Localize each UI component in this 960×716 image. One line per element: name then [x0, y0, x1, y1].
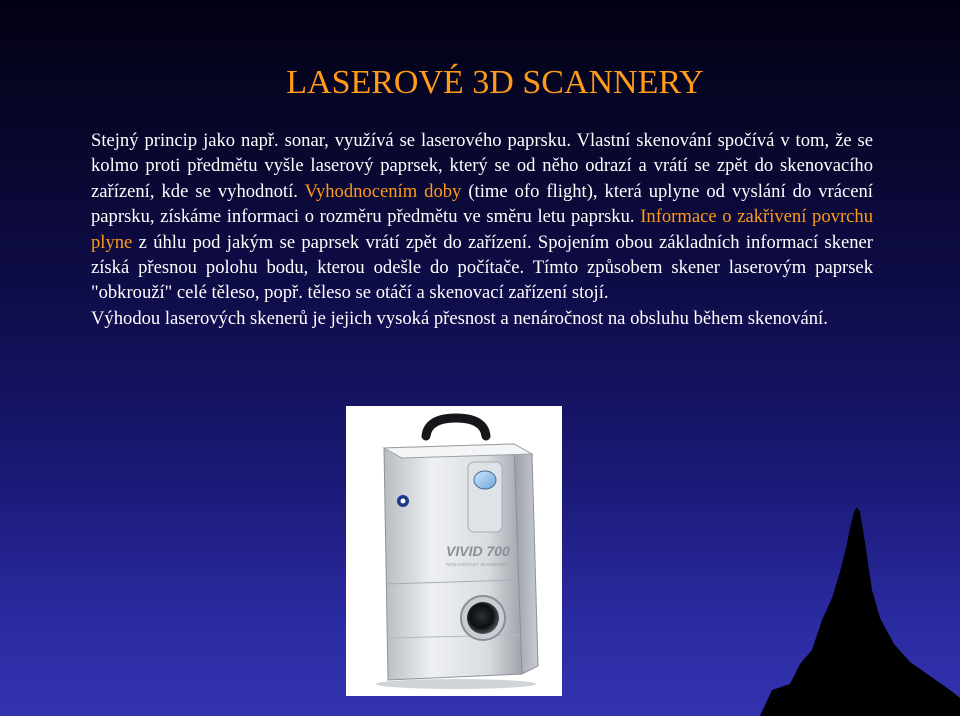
device-model-label: VIVID 700: [446, 543, 510, 559]
paragraph-2: Výhodou laserových skenerů je jejich vysoká přesnost a nenáročnost na obsluhu během skenování.: [91, 307, 828, 329]
paragraph-1-part-1: Stejný princip jako např. sonar, využívá se laserového paprsku. Vlastní skenování spočívá v tom, že se kolmo proti předmětu vyšle laserový paprsek, který se od něho odrazí a vrátí se zpět do skenovacího zařízení, kde se vyhodnotí.: [91, 130, 873, 202]
scanner-device-illustration: [346, 406, 562, 696]
device-sublabel: NON-CONTACT 3D DIGITIZER: [446, 562, 510, 567]
slide-title: LASEROVÉ 3D SCANNERY: [286, 64, 704, 101]
paragraph-1-part-2: (time ofo flight), která uplyne od vyslání do vrácení paprsku, získáme informaci o rozměru předmětu ve směru letu paprsku.: [91, 180, 873, 228]
highlight-curvature: Informace o zakřivení povrchu plyne: [91, 206, 873, 253]
scanner-photo: [346, 406, 562, 696]
paragraph-1-part-3: z úhlu pod jakým se paprsek vrátí zpět do zařízení. Spojením obou základních informací skener získá přesnou polohu bodu, kterou odešle do počítače. Tímto způsobem skener laserovým paprsek "obkrouží" celé těleso, popř. těleso se otáčí a skenovací zařízení stojí.: [91, 231, 873, 304]
highlight-time-of-flight: Vyhodnocením doby: [304, 180, 462, 202]
